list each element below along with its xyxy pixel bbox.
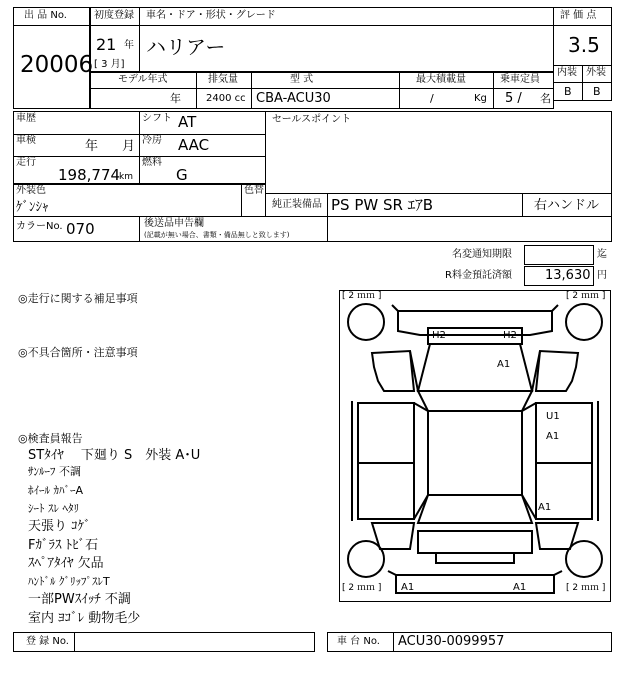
displacement-label: 排気量 xyxy=(208,74,238,85)
inspection-year-unit: 年 xyxy=(85,139,99,154)
name-change-deadline-unit: 迄 xyxy=(597,249,607,260)
steering-value: 右ハンドル xyxy=(534,198,600,213)
exterior-color-value: ｹﾞﾝｼｬ xyxy=(16,200,49,215)
displacement-value: 2400 cc xyxy=(206,93,246,104)
lot-number-label: 出 品 No. xyxy=(24,10,67,21)
mileage-label: 走行 xyxy=(16,157,36,168)
damage-mark-right-rear: A1 xyxy=(538,502,552,513)
damage-mark-headlight-left: H2 xyxy=(432,330,446,341)
damage-mark-rear-bumper-left: A1 xyxy=(401,582,415,593)
recycle-fee-value: 13,630 xyxy=(545,268,591,283)
shift-value: AT xyxy=(178,113,197,131)
fuel-value: G xyxy=(176,166,188,184)
ac-value: AAC xyxy=(178,136,210,154)
equipment-value: PS PW SR ｴｱB xyxy=(331,196,433,214)
inspector-report-line: 天張り ｺｹﾞ xyxy=(28,519,91,534)
damage-mark-headlight-right: H2 xyxy=(503,330,517,341)
mileage-value: 198,774 xyxy=(58,166,121,184)
tire-depth-front-right: [ 2 ｍｍ ] xyxy=(566,291,606,301)
damage-mark-rear-bumper-right: A1 xyxy=(513,582,527,593)
color-number-label: カラーNo. xyxy=(16,221,63,232)
tire-depth-front-left: [ 2 ｍｍ ] xyxy=(342,291,382,301)
inspector-report-line: STﾀｲﾔ 下廻り S 外装 A･U xyxy=(28,448,201,463)
model-year-unit: 年 xyxy=(170,92,181,105)
capacity-label: 乗車定員 xyxy=(500,74,540,85)
max-load-slash: / xyxy=(430,92,434,105)
inspector-report-line: ｼｰﾄ ｽﾚ ﾍﾀﾘ xyxy=(28,502,79,515)
damage-mark-right-door: A1 xyxy=(546,431,560,442)
damage-mark-hood: A1 xyxy=(497,359,511,370)
fuel-label: 燃料 xyxy=(142,157,162,168)
driving-notes-title: ◎走行に関する補足事項 xyxy=(18,292,138,305)
inspection-label: 車検 xyxy=(16,135,36,146)
mileage-unit: km xyxy=(119,172,133,182)
post-declaration-note: (記載が無い場合、書類・備品無しと致します) xyxy=(144,231,290,239)
inspector-report-line: Fｶﾞﾗｽ ﾄﾋﾞ石 xyxy=(28,538,99,553)
recycle-fee-label: R料金預託済額 xyxy=(445,270,512,281)
inspector-report-line: ﾎｲｰﾙ ｶﾊﾞｰA xyxy=(28,484,84,497)
first-registration-month: [ 3 月] xyxy=(94,59,125,70)
lot-number: 20006 xyxy=(20,52,94,78)
inspector-report-line: ﾊﾝﾄﾞﾙ ｸﾞﾘｯﾌﾟｽﾚT xyxy=(28,575,110,588)
tire-depth-rear-left: [ 2 ｍｍ ] xyxy=(342,583,382,593)
sales-points-label: セールスポイント xyxy=(272,114,352,125)
max-load-unit: Kg xyxy=(474,93,487,104)
exterior-grade-label: 外装 xyxy=(586,67,606,78)
color-number-value: 070 xyxy=(66,220,95,238)
tire-depth-rear-right: [ 2 ｍｍ ] xyxy=(566,583,606,593)
post-declaration-value-cell xyxy=(327,216,612,242)
damage-diagram xyxy=(339,290,611,602)
model-year-label: モデル年式 xyxy=(118,74,168,85)
max-load-label: 最大積載量 xyxy=(416,74,466,85)
car-outline-drawing xyxy=(340,291,610,601)
score-value: 3.5 xyxy=(568,33,600,57)
shift-label: シフト xyxy=(142,113,172,124)
ac-label: 冷房 xyxy=(142,135,162,146)
interior-grade-label: 内装 xyxy=(557,67,577,78)
first-registration-year: 21 xyxy=(96,35,117,54)
name-change-deadline-label: 名変通知期限 xyxy=(452,249,512,260)
capacity-value: 5 / xyxy=(505,91,522,106)
year-unit: 年 xyxy=(124,40,134,51)
inspector-report-line: ｽﾍﾟｱﾀｲﾔ 欠品 xyxy=(28,556,104,571)
inspector-report-title: ◎検査員報告 xyxy=(18,432,83,445)
inspection-month-unit: 月 xyxy=(122,139,136,154)
exterior-color-label: 外装色 xyxy=(16,185,46,196)
defects-title: ◎不具合箇所・注意事項 xyxy=(18,346,138,359)
equipment-label: 純正装備品 xyxy=(272,199,322,210)
type-value: CBA-ACU30 xyxy=(256,91,331,106)
registration-number-label: 登 録 No. xyxy=(26,636,69,647)
type-label: 型 式 xyxy=(290,74,314,85)
history-label: 車歴 xyxy=(16,113,36,124)
inspector-report-line: ｻﾝﾙｰﾌ 不調 xyxy=(28,465,81,478)
type-label-cell xyxy=(251,72,400,89)
first-registration-label: 初度登録 xyxy=(94,10,134,21)
registration-number-cell xyxy=(74,632,315,652)
chassis-number-label: 車 台 No. xyxy=(337,636,380,647)
exterior-grade: B xyxy=(593,85,601,98)
interior-grade: B xyxy=(564,85,572,98)
name-change-deadline-cell xyxy=(524,245,594,265)
chassis-number-value: ACU30-0099957 xyxy=(398,634,505,649)
recycle-fee-unit: 円 xyxy=(597,270,607,281)
capacity-unit: 名 xyxy=(540,92,551,105)
inspector-report-line: 室内 ﾖｺﾞﾚ 動物毛少 xyxy=(28,611,141,626)
damage-mark-right-front-door: U1 xyxy=(546,411,560,422)
post-declaration-label: 後送品申告欄 xyxy=(144,218,204,229)
car-name-label: 車名・ドア・形状・グレード xyxy=(146,10,276,21)
car-name: ハリアー xyxy=(146,35,226,59)
inspector-report-line: 一部PWｽｲｯﾁ 不調 xyxy=(28,592,131,607)
color-change-label: 色替 xyxy=(244,185,264,196)
score-label: 評 価 点 xyxy=(560,10,597,21)
